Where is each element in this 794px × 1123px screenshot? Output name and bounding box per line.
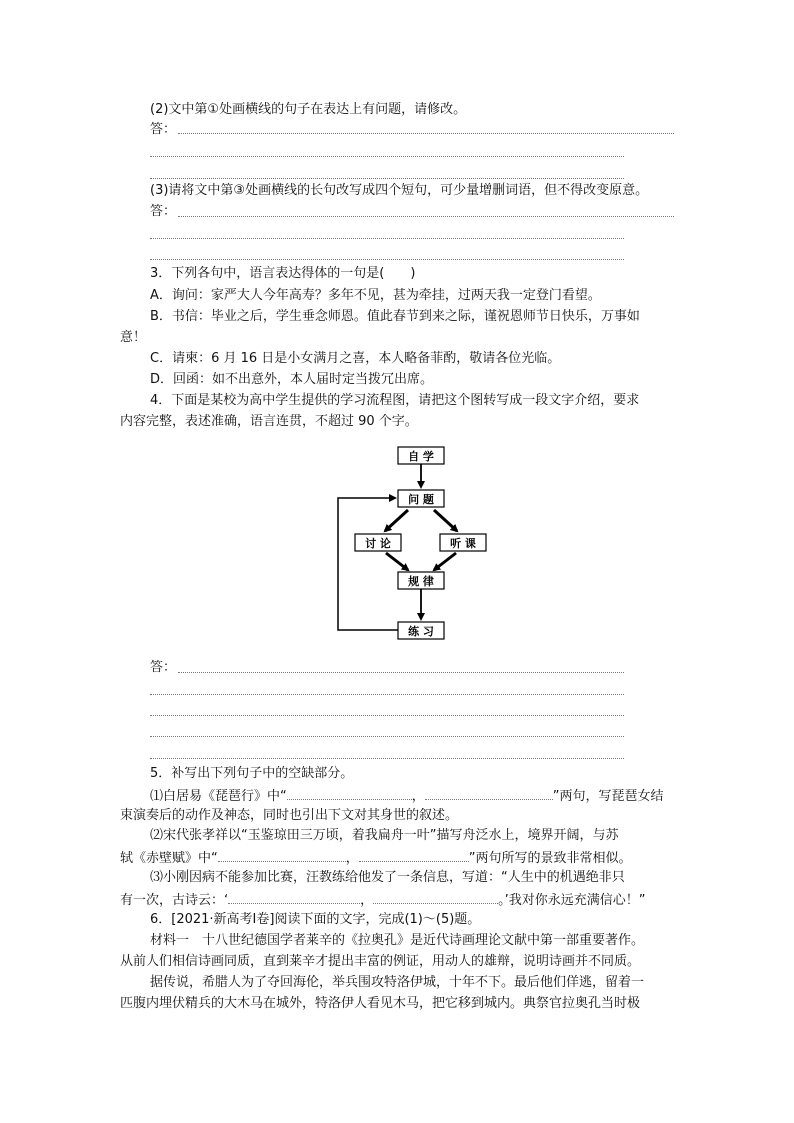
q3-option-c: C．请柬：6 月 16 日是小女满月之喜，本人略备菲酌，敬请各位光临。 <box>150 351 561 366</box>
svg-text:练 习: 练 习 <box>408 625 434 638</box>
q3-option-b: B．书信：毕业之后，学生垂念师恩。值此春节到来之际，谨祝恩师节日快乐，万事如 <box>150 309 640 324</box>
q6-paragraph-2: 据传说，希腊人为了夺回海伦，举兵围攻特洛伊城，十年不下。最后他们佯逃，留着一 <box>150 975 645 990</box>
q5-sentence-3: ⑶小刚因病不能参加比赛，汪教练给他发了一条信息，写道：“人生中的机遇绝非只 <box>150 870 625 885</box>
blank-field[interactable] <box>373 889 498 904</box>
q4-stem: 4．下面是某校为高中学生提供的学习流程图，请把这个图转写成一段文字介绍，要求 <box>150 393 640 408</box>
answer-line[interactable] <box>150 238 624 239</box>
blank-field[interactable] <box>218 847 346 862</box>
q2-sub3-text: (3)请将文中第③处画横线的长句改写成四个短句，可少量增删词语，但不得改变原意。 <box>150 183 649 198</box>
q6-paragraph-1-cont: 从前人们相信诗画同质，直到莱辛才提出丰富的例证，用动人的雄辩，说明诗画并不同质。 <box>120 954 641 969</box>
answer-line[interactable] <box>178 672 624 673</box>
answer-line[interactable] <box>178 133 674 134</box>
comma: ， <box>411 789 425 804</box>
answer-line[interactable] <box>150 178 624 179</box>
answer-label: 答： <box>150 660 177 675</box>
study-flowchart <box>330 440 500 645</box>
svg-text:讨 论: 讨 论 <box>365 537 391 550</box>
answer-label: 答： <box>150 122 177 137</box>
answer-line[interactable] <box>150 715 624 716</box>
q5-s3-prefix: 有一次，古诗云：‘ <box>120 893 229 908</box>
blank-field[interactable] <box>228 889 360 904</box>
blank-field[interactable] <box>287 785 412 800</box>
arrow-lecture-to-rule <box>434 553 456 570</box>
flow-node-rule <box>398 572 444 589</box>
q4-stem-cont: 内容完整，表述准确，语言连贯，不超过 90 个字。 <box>120 414 418 429</box>
q3-option-a: A．询问：家严大人今年高寿？多年不见，甚为牵挂，过两天我一定登门看望。 <box>150 288 601 303</box>
q5-sentence-3-cont <box>120 889 646 911</box>
flow-node-practice <box>398 622 444 639</box>
q2-sub2-text: (2)文中第①处画横线的句子在表达上有问题，请修改。 <box>150 102 467 117</box>
answer-line[interactable] <box>178 216 674 217</box>
flow-node-discussion <box>355 534 401 551</box>
q5-s1-prefix: ⑴白居易《琵琶行》中“ <box>150 789 287 804</box>
q5-s1-suffix: ”两句，写琵琶女结 <box>552 789 664 804</box>
svg-text:听 课: 听 课 <box>450 537 476 550</box>
flow-node-problem <box>398 490 444 507</box>
q6-paragraph-1: 材料一 十八世纪德国学者莱辛的《拉奥孔》是近代诗画理论文献中第一部重要著作。 <box>150 933 645 948</box>
q5-sentence-1 <box>150 785 664 807</box>
comma: ， <box>360 893 374 908</box>
comma: ， <box>345 851 359 866</box>
flow-node-lecture <box>440 534 486 551</box>
answer-line[interactable] <box>150 694 624 695</box>
q6-stem: 6．[2021·新高考Ⅰ卷]阅读下面的文字，完成(1)～(5)题。 <box>150 912 481 927</box>
q3-stem: 3．下列各句中，语言表达得体的一句是( ) <box>150 266 416 281</box>
q3-option-d: D．回函：如不出意外，本人届时定当拨冗出席。 <box>150 372 434 387</box>
answer-label: 答： <box>150 204 177 219</box>
q5-s2-prefix: 轼《赤壁赋》中“ <box>120 851 218 866</box>
blank-field[interactable] <box>425 785 553 800</box>
blank-field[interactable] <box>359 847 469 862</box>
q5-stem: 5．补写出下列句子中的空缺部分。 <box>150 766 354 781</box>
arrow-discussion-to-rule <box>386 553 408 570</box>
q5-sentence-2-cont <box>120 847 632 869</box>
q5-sentence-2: ⑵宋代张孝祥以“玉鉴琼田三万顷，着我扁舟一叶”描写舟泛水上，境界开阔，与苏 <box>150 828 619 843</box>
svg-text:自 学: 自 学 <box>408 450 434 463</box>
q3-option-b-cont: 意！ <box>120 330 147 345</box>
q5-sentence-1-cont: 束演奏后的动作及神态，同时也引出下文对其身世的叙述。 <box>120 808 459 823</box>
arrow-problem-to-lecture <box>434 510 457 531</box>
answer-line[interactable] <box>150 736 624 737</box>
flow-node-self-study <box>398 447 444 464</box>
svg-text:规 律: 规 律 <box>408 575 434 588</box>
answer-line[interactable] <box>150 156 624 157</box>
arrow-problem-to-discussion <box>385 510 408 531</box>
q6-paragraph-2-cont: 匹腹内埋伏精兵的大木马在城外，特洛伊人看见木马，把它移到城内。典祭官拉奥孔当时极 <box>120 996 641 1011</box>
answer-line[interactable] <box>150 259 624 260</box>
svg-text:问 题: 问 题 <box>408 493 434 506</box>
answer-line[interactable] <box>150 758 624 759</box>
arrow-practice-to-problem-loop <box>338 498 398 630</box>
q5-s2-suffix: ”两句所写的景致非常相似。 <box>468 851 632 866</box>
q5-s3-suffix: 。’我对你永远充满信心！” <box>498 893 646 908</box>
